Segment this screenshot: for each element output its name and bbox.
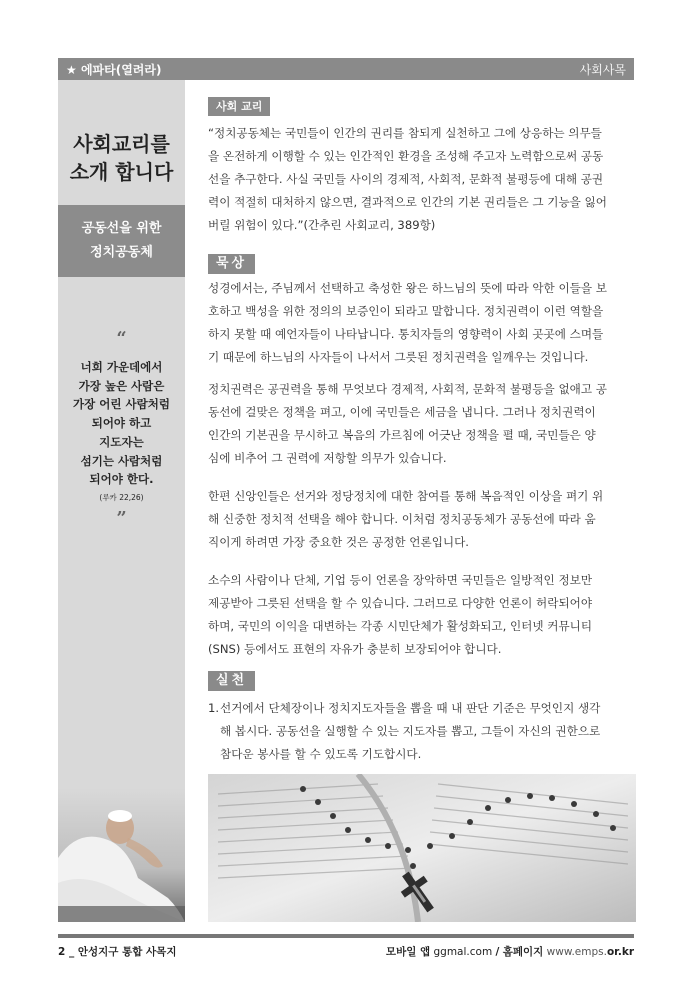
text-line: 정치권력은 공권력을 통해 무엇보다 경제적, 사회적, 문화적 불평등을 없애고 공 [208, 382, 607, 396]
text-line: 해 봅시다. 공동선을 실행할 수 있는 지도자를 뽑고, 그들이 자신의 권한으로 [220, 724, 601, 738]
quote-line: 되어야 하고 [91, 416, 152, 431]
text-line: 력이 적절히 대처하지 않으면, 결과적으로 인간의 기본 권리들은 그 기능을 잃어 [208, 195, 607, 209]
footer-page-info: 2 _ 안성지구 통합 사목지 [58, 946, 177, 958]
quote-line: 가장 높은 사람은 [78, 378, 165, 393]
meditation-paragraph [208, 569, 636, 661]
text-line: 을 온전하게 이행할 수 있는 인간적인 환경을 조성해 주고자 노력함으로써 공동 [208, 149, 604, 163]
sidebar-subtitle-band [58, 205, 185, 277]
pope-praying-photo [58, 788, 185, 922]
homepage-link[interactable] [547, 946, 634, 958]
text-line: 버릴 위험이 있다.”(간추린 사회교리, 389항) [208, 218, 436, 232]
footer-divider [58, 934, 634, 938]
text-line: 해 신중한 정치적 선택을 해야 합니다. 이처럼 정치공동체가 공동선에 따라 움 [208, 512, 596, 526]
quote-line: 가장 어린 사람처럼 [73, 397, 170, 412]
text-line: 직이게 하려면 가장 중요한 것은 공정한 언론입니다. [208, 535, 469, 549]
mobile-app-link[interactable]: ggmal.com [433, 946, 493, 958]
section-tag-meditation: 묵상 [208, 254, 255, 274]
text-line: 선을 추구한다. 사실 국민들 사이의 경제적, 사회적, 문화적 불평등에 대해 공권 [208, 172, 604, 186]
footer-contacts [386, 944, 634, 959]
rosary-bible-photo [208, 774, 636, 922]
text-line: 호하고 백성을 위한 정의의 보증인이 되라고 말합니다. 정치권력이 이런 역할을 [208, 304, 604, 318]
sidebar-subtitle-line: 정치공동체 [90, 245, 153, 260]
text-line: (SNS) 등에서도 표현의 자유가 충분히 보장되어야 합니다. [208, 642, 502, 656]
footer-separator: / [495, 946, 500, 958]
quote-line: 되어야 한다. [89, 472, 154, 487]
text-line: 참다운 봉사를 할 수 있도록 기도합시다. [220, 747, 422, 761]
quote-close-icon: ” [116, 508, 127, 529]
homepage-link-part: or.kr [606, 946, 634, 958]
page-header [58, 58, 634, 80]
sidebar [58, 80, 185, 922]
scripture-quote [58, 358, 185, 508]
quote-line: 너희 가운데에서 [80, 360, 163, 374]
practice-text [220, 697, 636, 766]
practice-number: 1. [208, 701, 220, 715]
sidebar-title-line: 사회교리를 [73, 132, 170, 156]
homepage-link-part: www.emps. [546, 946, 607, 958]
sidebar-subtitle-line: 공동선을 위한 [81, 221, 162, 236]
text-line: 기 때문에 하느님의 사자들이 나서서 그릇된 정치권력을 일깨우는 것입니다. [208, 350, 589, 364]
text-line: 소수의 사람이나 단체, 기업 등이 언론을 장악하면 국민들은 일방적인 정보만 [208, 573, 593, 587]
meditation-paragraph [208, 277, 636, 369]
star-icon: ★ [66, 63, 77, 77]
quote-reference: (루카 22,26) [99, 492, 144, 502]
mobile-app-label: 모바일 앱 [385, 946, 431, 958]
text-line: 선거에서 단체장이나 정치지도자들을 뽑을 때 내 판단 기준은 무엇인지 생각 [220, 701, 601, 715]
quote-line: 지도자는 [99, 434, 144, 449]
text-line: 하며, 국민의 이익을 대변하는 각종 시민단체가 활성화되고, 인터넷 커뮤니티 [208, 619, 593, 633]
homepage-label: 홈페이지 [502, 946, 544, 958]
quote-line: 섬기는 사람처럼 [80, 453, 163, 468]
sidebar-title [58, 130, 185, 186]
quote-open-icon: “ [116, 328, 127, 349]
text-line: 심에 비추어 그 권력에 저항할 의무가 있습니다. [208, 451, 447, 465]
text-line: 제공받아 그릇된 선택을 할 수 있습니다. 그러므로 다양한 언론이 허락되어야 [208, 596, 593, 610]
text-line: 동선에 걸맞은 정책을 펴고, 이에 국민들은 세금을 냅니다. 그러나 정치권력이 [208, 405, 596, 419]
text-line: 하지 못할 때 예언자들이 나타납니다. 통치자들의 영향력이 사회 곳곳에 스며들 [208, 327, 604, 341]
text-line: “정치공동체는 국민들이 인간의 권리를 참되게 실천하고 그에 상응하는 의무들 [208, 126, 602, 140]
section-tag-practice: 실천 [208, 671, 255, 691]
header-left [66, 61, 161, 78]
magazine-title: 에파타(열려라) [80, 63, 162, 77]
sidebar-title-line: 소개 합니다 [69, 160, 174, 184]
section-tag-doctrine: 사회 교리 [208, 97, 270, 116]
text-line: 인간의 기본권을 무시하고 복음의 가르침에 어긋난 정책을 펼 때, 국민들은 양 [208, 428, 596, 442]
header-section: 사회사목 [579, 63, 626, 77]
sidebar-subtitle [58, 217, 185, 265]
text-line: 성경에서는, 주님께서 선택하고 축성한 왕은 하느님의 뜻에 따라 악한 이들을 보 [208, 281, 607, 295]
text-line: 한편 신앙인들은 선거와 정당정치에 대한 참여를 통해 복음적인 이상을 펴기 위 [208, 489, 604, 503]
doctrine-paragraph [208, 122, 636, 237]
meditation-paragraph [208, 378, 636, 470]
meditation-paragraph [208, 485, 636, 554]
